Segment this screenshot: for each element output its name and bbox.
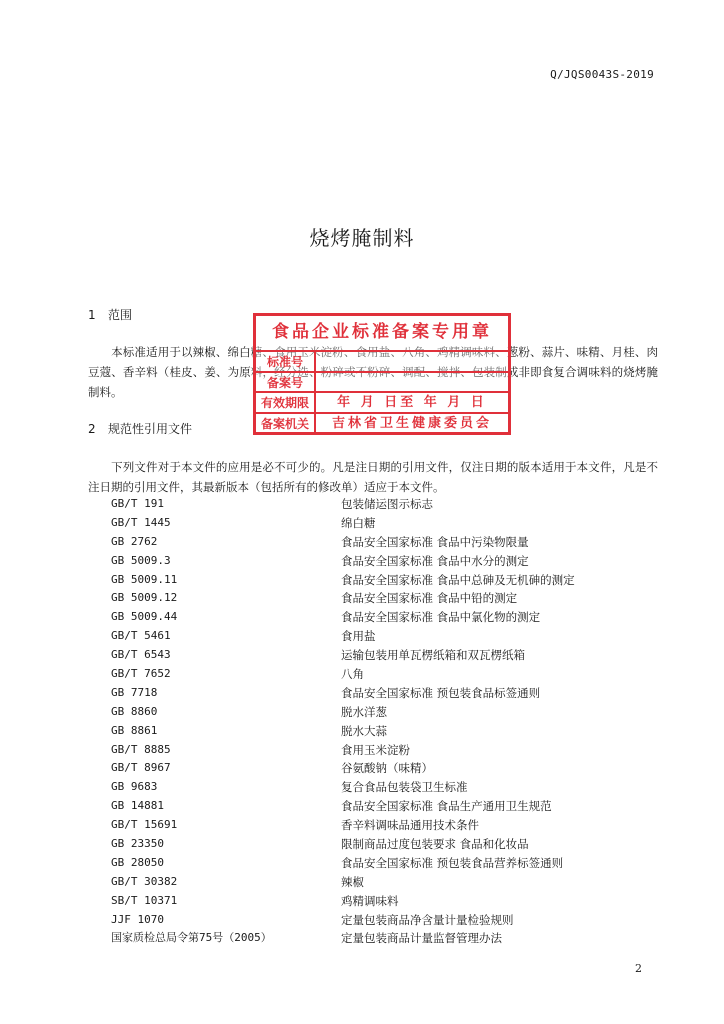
- reference-code: GB/T 6543: [111, 648, 171, 662]
- reference-name: 辣椒: [341, 874, 364, 889]
- reference-item: [111, 741, 641, 760]
- scope-text: 本标准适用于以辣椒、绵白糖、食用玉米淀粉、食用盐、八角、鸡精调味料、葱粉、蒜片、味精、月桂、肉豆蔻、香辛料（桂皮、姜、为原料，经分选、粉碎或不粉碎、调配、搅拌、包装制成非即食复合调味料的烧烤腌制料。: [88, 345, 658, 399]
- reference-name: 包装储运图示标志: [341, 497, 433, 511]
- reference-code: 国家质检总局令第75号（2005）: [111, 931, 272, 945]
- reference-code: GB/T 5461: [111, 629, 171, 643]
- reference-name: 谷氨酸钠（味精）: [341, 761, 433, 776]
- section-1-number: 1: [88, 308, 96, 322]
- reference-code: JJF 1070: [111, 912, 164, 926]
- reference-code: GB 7718: [111, 685, 158, 699]
- reference-name: 食品安全国家标准 食品中总砷及无机砷的测定: [341, 572, 575, 587]
- reference-code: GB/T 191: [111, 497, 164, 510]
- reference-name: 食品安全国家标准 食品中氯化物的测定: [341, 610, 541, 625]
- reference-code: GB 8860: [111, 704, 158, 718]
- reference-item: [111, 911, 641, 930]
- stamp-label: 备案机关: [256, 414, 316, 435]
- stamp-label: 有效期限: [256, 393, 316, 412]
- stamp-label: 标准号: [256, 352, 316, 371]
- reference-name: 食品安全国家标准 食品中水分的测定: [341, 553, 529, 568]
- reference-name: 食品安全国家标准 预包装食品标签通则: [341, 685, 541, 700]
- reference-code: GB 9683: [111, 780, 158, 794]
- reference-code: GB 5009.44: [111, 610, 178, 624]
- reference-code: GB 2762: [111, 534, 158, 548]
- section-2-title: 规范性引用文件: [108, 422, 193, 436]
- reference-name: 脱水洋葱: [341, 704, 387, 719]
- reference-item: [111, 892, 641, 911]
- reference-name: 复合食品包装袋卫生标准: [341, 780, 468, 795]
- reference-item: [111, 533, 641, 552]
- reference-name: 八角: [341, 667, 364, 682]
- reference-code: GB/T 8885: [111, 742, 171, 756]
- reference-code: GB/T 8967: [111, 761, 171, 775]
- stamp-row-standard-no: [256, 352, 508, 373]
- stamp-value: 吉林省卫生健康委员会: [331, 415, 492, 431]
- stamp-value: 年 月 日至 年 月 日: [337, 395, 487, 410]
- section-2-number: 2: [88, 422, 96, 436]
- standard-code: Q/JQS0043S-2019: [550, 68, 654, 81]
- reference-name: 食品安全国家标准 预包装食品营养标签通则: [341, 855, 564, 870]
- reference-item: [111, 571, 641, 590]
- section-1-heading: [88, 306, 132, 323]
- reference-name: 食品安全国家标准 食品中污染物限量: [341, 534, 529, 549]
- reference-item: [111, 835, 641, 854]
- reference-item: [111, 854, 641, 873]
- reference-item: [111, 929, 641, 948]
- stamp-value: [316, 373, 508, 392]
- reference-name: 运输包装用单瓦楞纸箱和双瓦楞纸箱: [341, 648, 525, 663]
- reference-item: [111, 722, 641, 741]
- reference-code: GB 5009.3: [111, 553, 171, 567]
- reference-name: 食品安全国家标准 食品生产通用卫生规范: [341, 799, 552, 814]
- reference-code: GB 8861: [111, 723, 158, 737]
- section-2-intro: [88, 457, 658, 497]
- reference-code: GB 28050: [111, 855, 164, 869]
- reference-name: 绵白糖: [341, 515, 376, 530]
- reference-code: GB/T 7652: [111, 667, 171, 681]
- reference-code: GB 23350: [111, 837, 164, 851]
- reference-code: GB 14881: [111, 799, 164, 813]
- reference-item: [111, 778, 641, 797]
- reference-code: SB/T 10371: [111, 893, 178, 907]
- reference-item: [111, 797, 641, 816]
- reference-item: [111, 873, 641, 892]
- normative-references-list: [111, 495, 641, 948]
- reference-item: [111, 665, 641, 684]
- reference-code: GB/T 30382: [111, 874, 178, 888]
- reference-code: GB/T 1445: [111, 515, 171, 529]
- reference-item: [111, 627, 641, 646]
- stamp-value: [316, 352, 508, 371]
- reference-item: [111, 552, 641, 571]
- stamp-row-validity: [256, 393, 508, 414]
- reference-name: 限制商品过度包装要求 食品和化妆品: [341, 837, 529, 852]
- reference-item: [111, 703, 641, 722]
- reference-item: [111, 684, 641, 703]
- reference-name: 食用盐: [341, 629, 376, 644]
- reference-item: [111, 759, 641, 778]
- stamp-row-filing-no: [256, 373, 508, 394]
- reference-item: [111, 608, 641, 627]
- reference-item: [111, 646, 641, 665]
- reference-item: [111, 514, 641, 533]
- stamp-header: 食品企业标准备案专用章: [256, 316, 508, 352]
- reference-name: 香辛料调味品通用技术条件: [341, 818, 479, 833]
- reference-name: 食用玉米淀粉: [341, 742, 410, 757]
- references-intro-text: 下列文件对于本文件的应用是必不可少的。凡是注日期的引用文件，仅注日期的版本适用于本文件，凡是不注日期的引用文件，其最新版本（包括所有的修改单）适应于本文件。: [88, 460, 658, 494]
- reference-item: [111, 816, 641, 835]
- reference-item: [111, 589, 641, 608]
- reference-code: GB 5009.12: [111, 591, 178, 605]
- document-title: 烧烤腌制料: [309, 226, 415, 250]
- reference-name: 脱水大蒜: [341, 723, 387, 738]
- registration-stamp: [253, 313, 511, 435]
- reference-code: GB/T 15691: [111, 818, 178, 832]
- reference-item: [111, 495, 641, 514]
- section-1-title: 范围: [108, 308, 133, 322]
- reference-name: 食品安全国家标准 食品中铅的测定: [341, 591, 518, 606]
- reference-name: 定量包装商品净含量计量检验规则: [341, 912, 514, 927]
- reference-name: 定量包装商品计量监督管理办法: [341, 931, 502, 946]
- page-number: 2: [635, 962, 642, 975]
- stamp-row-authority: [256, 414, 508, 435]
- reference-name: 鸡精调味料: [341, 893, 399, 908]
- reference-code: GB 5009.11: [111, 572, 178, 586]
- section-2-heading: [88, 420, 192, 437]
- stamp-label: 备案号: [256, 373, 316, 392]
